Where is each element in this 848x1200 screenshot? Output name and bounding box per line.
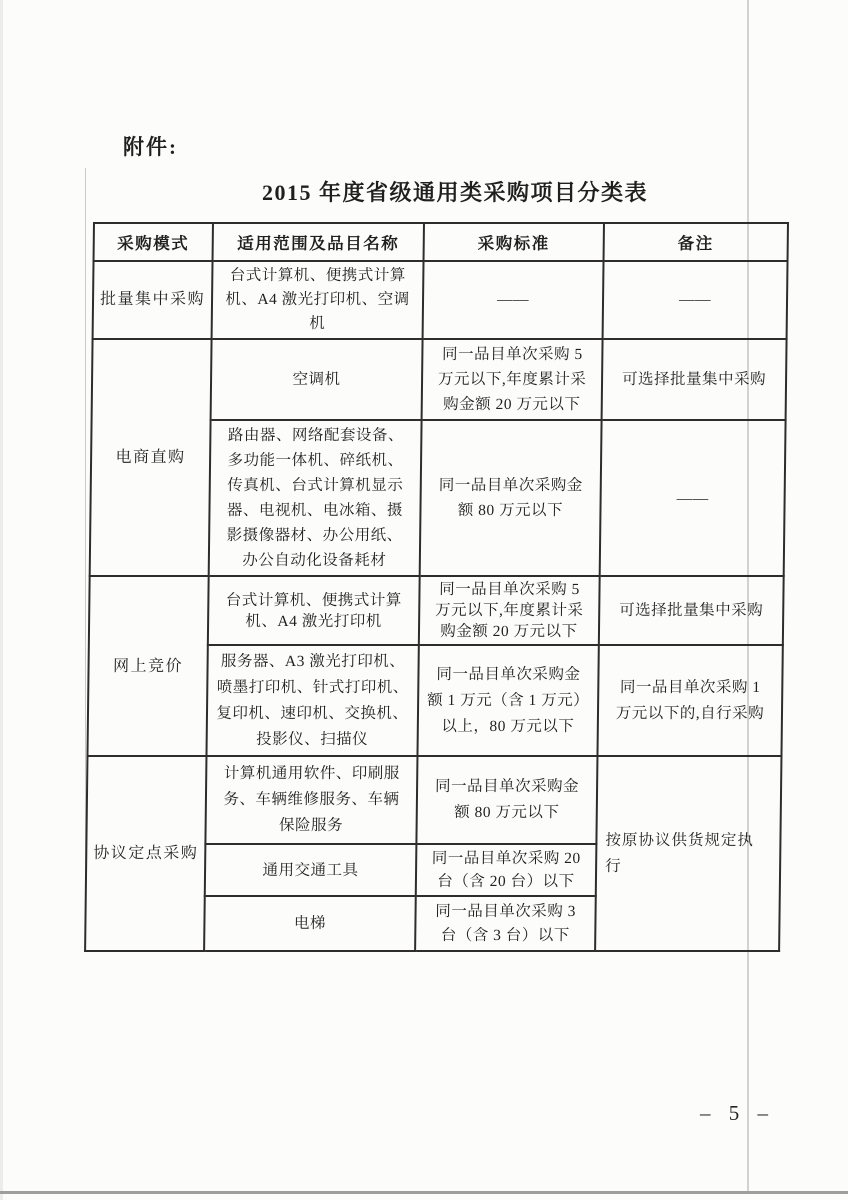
header-procurement-standard: 采购标准 [424, 223, 604, 261]
cell-scope: 通用交通工具 [205, 844, 417, 896]
header-scope-items: 适用范围及品目名称 [213, 223, 424, 261]
cell-standard: 同一品目单次采购金 额 80 万元以下 [416, 756, 597, 844]
cell-scope: 台式计算机、便携式计算 机、A4 激光打印机、空调 机 [212, 261, 424, 339]
paper-left-edge [0, 0, 3, 1200]
cell-mode-online-bidding: 网上竞价 [87, 576, 208, 756]
cell-standard: —— [423, 261, 604, 339]
cell-standard: 同一品目单次采购 3 台（含 3 台）以下 [415, 896, 596, 951]
header-procurement-mode: 采购模式 [94, 223, 213, 261]
cell-scope: 空调机 [211, 339, 423, 420]
cell-scope: 服务器、A3 激光打印机、 喷墨打印机、针式打印机、 复印机、速印机、交换机、 投影仪、扫描仪 [206, 645, 418, 756]
page-number: – 5 – [700, 1101, 773, 1125]
cell-note: 同一品目单次采购 1 万元以下的,自行采购 [597, 645, 782, 756]
table-header-row [94, 223, 788, 261]
cell-scope: 路由器、网络配套设备、 多功能一体机、碎纸机、 传真机、台式计算机显示 器、电视机、电冰箱、摄 影摄像器材、办公用纸、 办公自动化设备耗材 [209, 420, 422, 576]
table-row [93, 261, 788, 339]
cell-note: 按原协议供货规定执 行 [595, 756, 781, 951]
cell-note: —— [603, 261, 788, 339]
cell-standard: 同一品目单次采购 5 万元以下,年度累计采 购金额 20 万元以下 [422, 339, 603, 420]
cell-mode-ecommerce-direct: 电商直购 [90, 339, 212, 576]
cell-standard: 同一品目单次采购金 额 1 万元（含 1 万元） 以上，80 万元以下 [417, 645, 598, 756]
document-title: 2015 年度省级通用类采购项目分类表 [261, 180, 648, 205]
procurement-classification-table [84, 222, 789, 952]
cell-scope: 台式计算机、便携式计算 机、A4 激光打印机 [208, 576, 420, 645]
table-row [89, 576, 784, 645]
cell-standard: 同一品目单次采购 5 万元以下,年度累计采 购金额 20 万元以下 [419, 576, 600, 645]
cell-scope: 电梯 [204, 896, 416, 951]
cell-standard: 同一品目单次采购金 额 80 万元以下 [420, 420, 602, 576]
cell-note: 可选择批量集中采购 [599, 576, 784, 645]
paper-bottom-edge [0, 1191, 848, 1194]
cell-mode-batch-centralized: 批量集中采购 [93, 261, 213, 339]
header-remarks: 备注 [604, 223, 788, 261]
cell-note: 可选择批量集中采购 [602, 339, 787, 420]
attachment-label: 附件: [123, 135, 178, 159]
cell-mode-agreement-designated: 协议定点采购 [85, 756, 206, 951]
table-row [92, 339, 787, 420]
cell-scope: 计算机通用软件、印刷服 务、车辆维修服务、车辆 保险服务 [205, 756, 417, 844]
table-row [86, 756, 781, 844]
cell-standard: 同一品目单次采购 20 台（含 20 台）以下 [416, 844, 597, 896]
cell-note: —— [600, 420, 786, 576]
